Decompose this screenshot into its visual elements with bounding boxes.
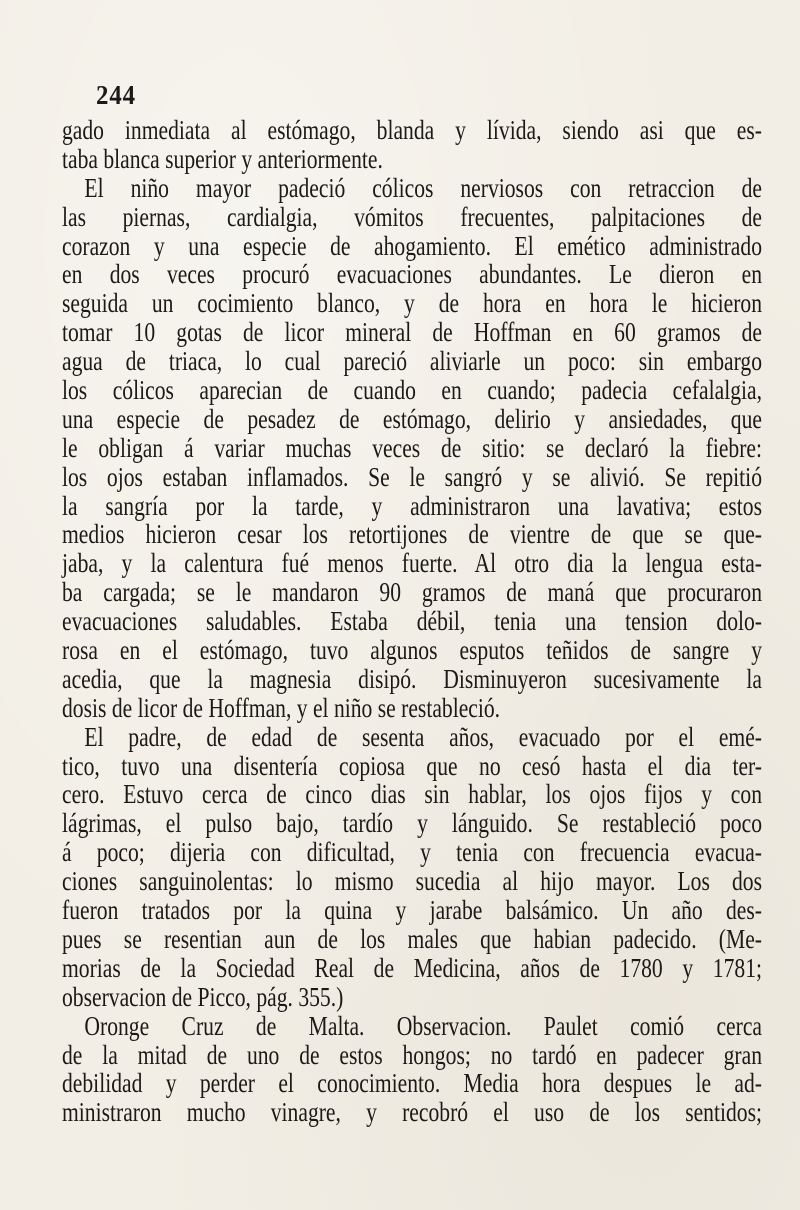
text-line: corazon y una especie de ahogamiento. El emético administrado bbox=[62, 230, 762, 261]
text-line: jaba, y la calentura fué menos fuerte. Al otro dia la lengua esta- bbox=[62, 548, 762, 579]
text-line: las piernas, cardialgia, vómitos frecuentes, palpitaciones de bbox=[62, 201, 762, 232]
text-line: morias de la Sociedad Real de Medicina, años de 1780 y 1781; bbox=[62, 952, 762, 983]
text-line: cero. Estuvo cerca de cinco dias sin hablar, los ojos fijos y con bbox=[62, 779, 762, 810]
text-line: tico, tuvo una disentería copiosa que no cesó hasta el dia ter- bbox=[62, 750, 762, 781]
text-line: los ojos estaban inflamados. Se le sangró y se alivió. Se repitió bbox=[62, 461, 762, 492]
text-line: debilidad y perder el conocimiento. Media hora despues le ad- bbox=[62, 1068, 762, 1099]
text-line: de la mitad de uno de estos hongos; no tardó en padecer gran bbox=[62, 1039, 762, 1070]
text-line: la sangría por la tarde, y administraron una lavativa; estos bbox=[62, 490, 762, 521]
text-line: ba cargada; se le mandaron 90 gramos de maná que procuraron bbox=[62, 577, 762, 608]
text-line: observacion de Picco, pág. 355.) bbox=[62, 981, 344, 1012]
text-line: fueron tratados por la quina y jarabe balsámico. Un año des- bbox=[62, 895, 762, 926]
text-line: seguida un cocimiento blanco, y de hora en hora le hicieron bbox=[62, 288, 762, 319]
text-line: á poco; dijeria con dificultad, y tenia con frecuencia evacua- bbox=[62, 837, 762, 868]
text-line: lágrimas, el pulso bajo, tardío y lánguido. Se restableció poco bbox=[62, 808, 762, 839]
text-line: una especie de pesadez de estómago, delirio y ansiedades, que bbox=[62, 403, 762, 434]
text-line: El padre, de edad de sesenta años, evacuado por el emé- bbox=[84, 721, 762, 752]
text-line: agua de triaca, lo cual pareció aliviarle un poco: sin embargo bbox=[62, 346, 762, 377]
text-line: rosa en el estómago, tuvo algunos esputos teñidos de sangre y bbox=[62, 635, 762, 666]
text-line: los cólicos aparecian de cuando en cuando; padecia cefalalgia, bbox=[62, 375, 762, 406]
text-line: Oronge Cruz de Malta. Observacion. Paulet comió cerca bbox=[84, 1010, 762, 1041]
text-line: medios hicieron cesar los retortijones de vientre de que se que- bbox=[62, 519, 762, 550]
text-line: tomar 10 gotas de licor mineral de Hoffman en 60 gramos de bbox=[62, 317, 762, 348]
page-number: 244 bbox=[96, 80, 137, 110]
text-line: pues se resentian aun de los males que habian padecido. (Me- bbox=[62, 923, 762, 954]
text-line: le obligan á variar muchas veces de sitio: se declaró la fiebre: bbox=[62, 432, 762, 463]
text-line: taba blanca superior y anteriormente. bbox=[62, 143, 383, 174]
text-line: gado inmediata al estómago, blanda y lívida, siendo asi que es- bbox=[62, 115, 762, 145]
body-text bbox=[62, 116, 762, 1127]
text-line: acedia, que la magnesia disipó. Disminuyeron sucesivamente la bbox=[62, 663, 762, 694]
text-line: El niño mayor padeció cólicos nerviosos con retraccion de bbox=[84, 172, 762, 203]
text-line: dosis de licor de Hoffman, y el niño se restableció. bbox=[62, 692, 501, 723]
text-line: ministraron mucho vinagre, y recobró el uso de los sentidos; bbox=[62, 1097, 762, 1128]
text-line: en dos veces procuró evacuaciones abundantes. Le dieron en bbox=[62, 259, 762, 290]
text-line: evacuaciones saludables. Estaba débil, tenia una tension dolo- bbox=[62, 606, 762, 637]
text-line: ciones sanguinolentas: lo mismo sucedia al hijo mayor. Los dos bbox=[62, 866, 762, 897]
